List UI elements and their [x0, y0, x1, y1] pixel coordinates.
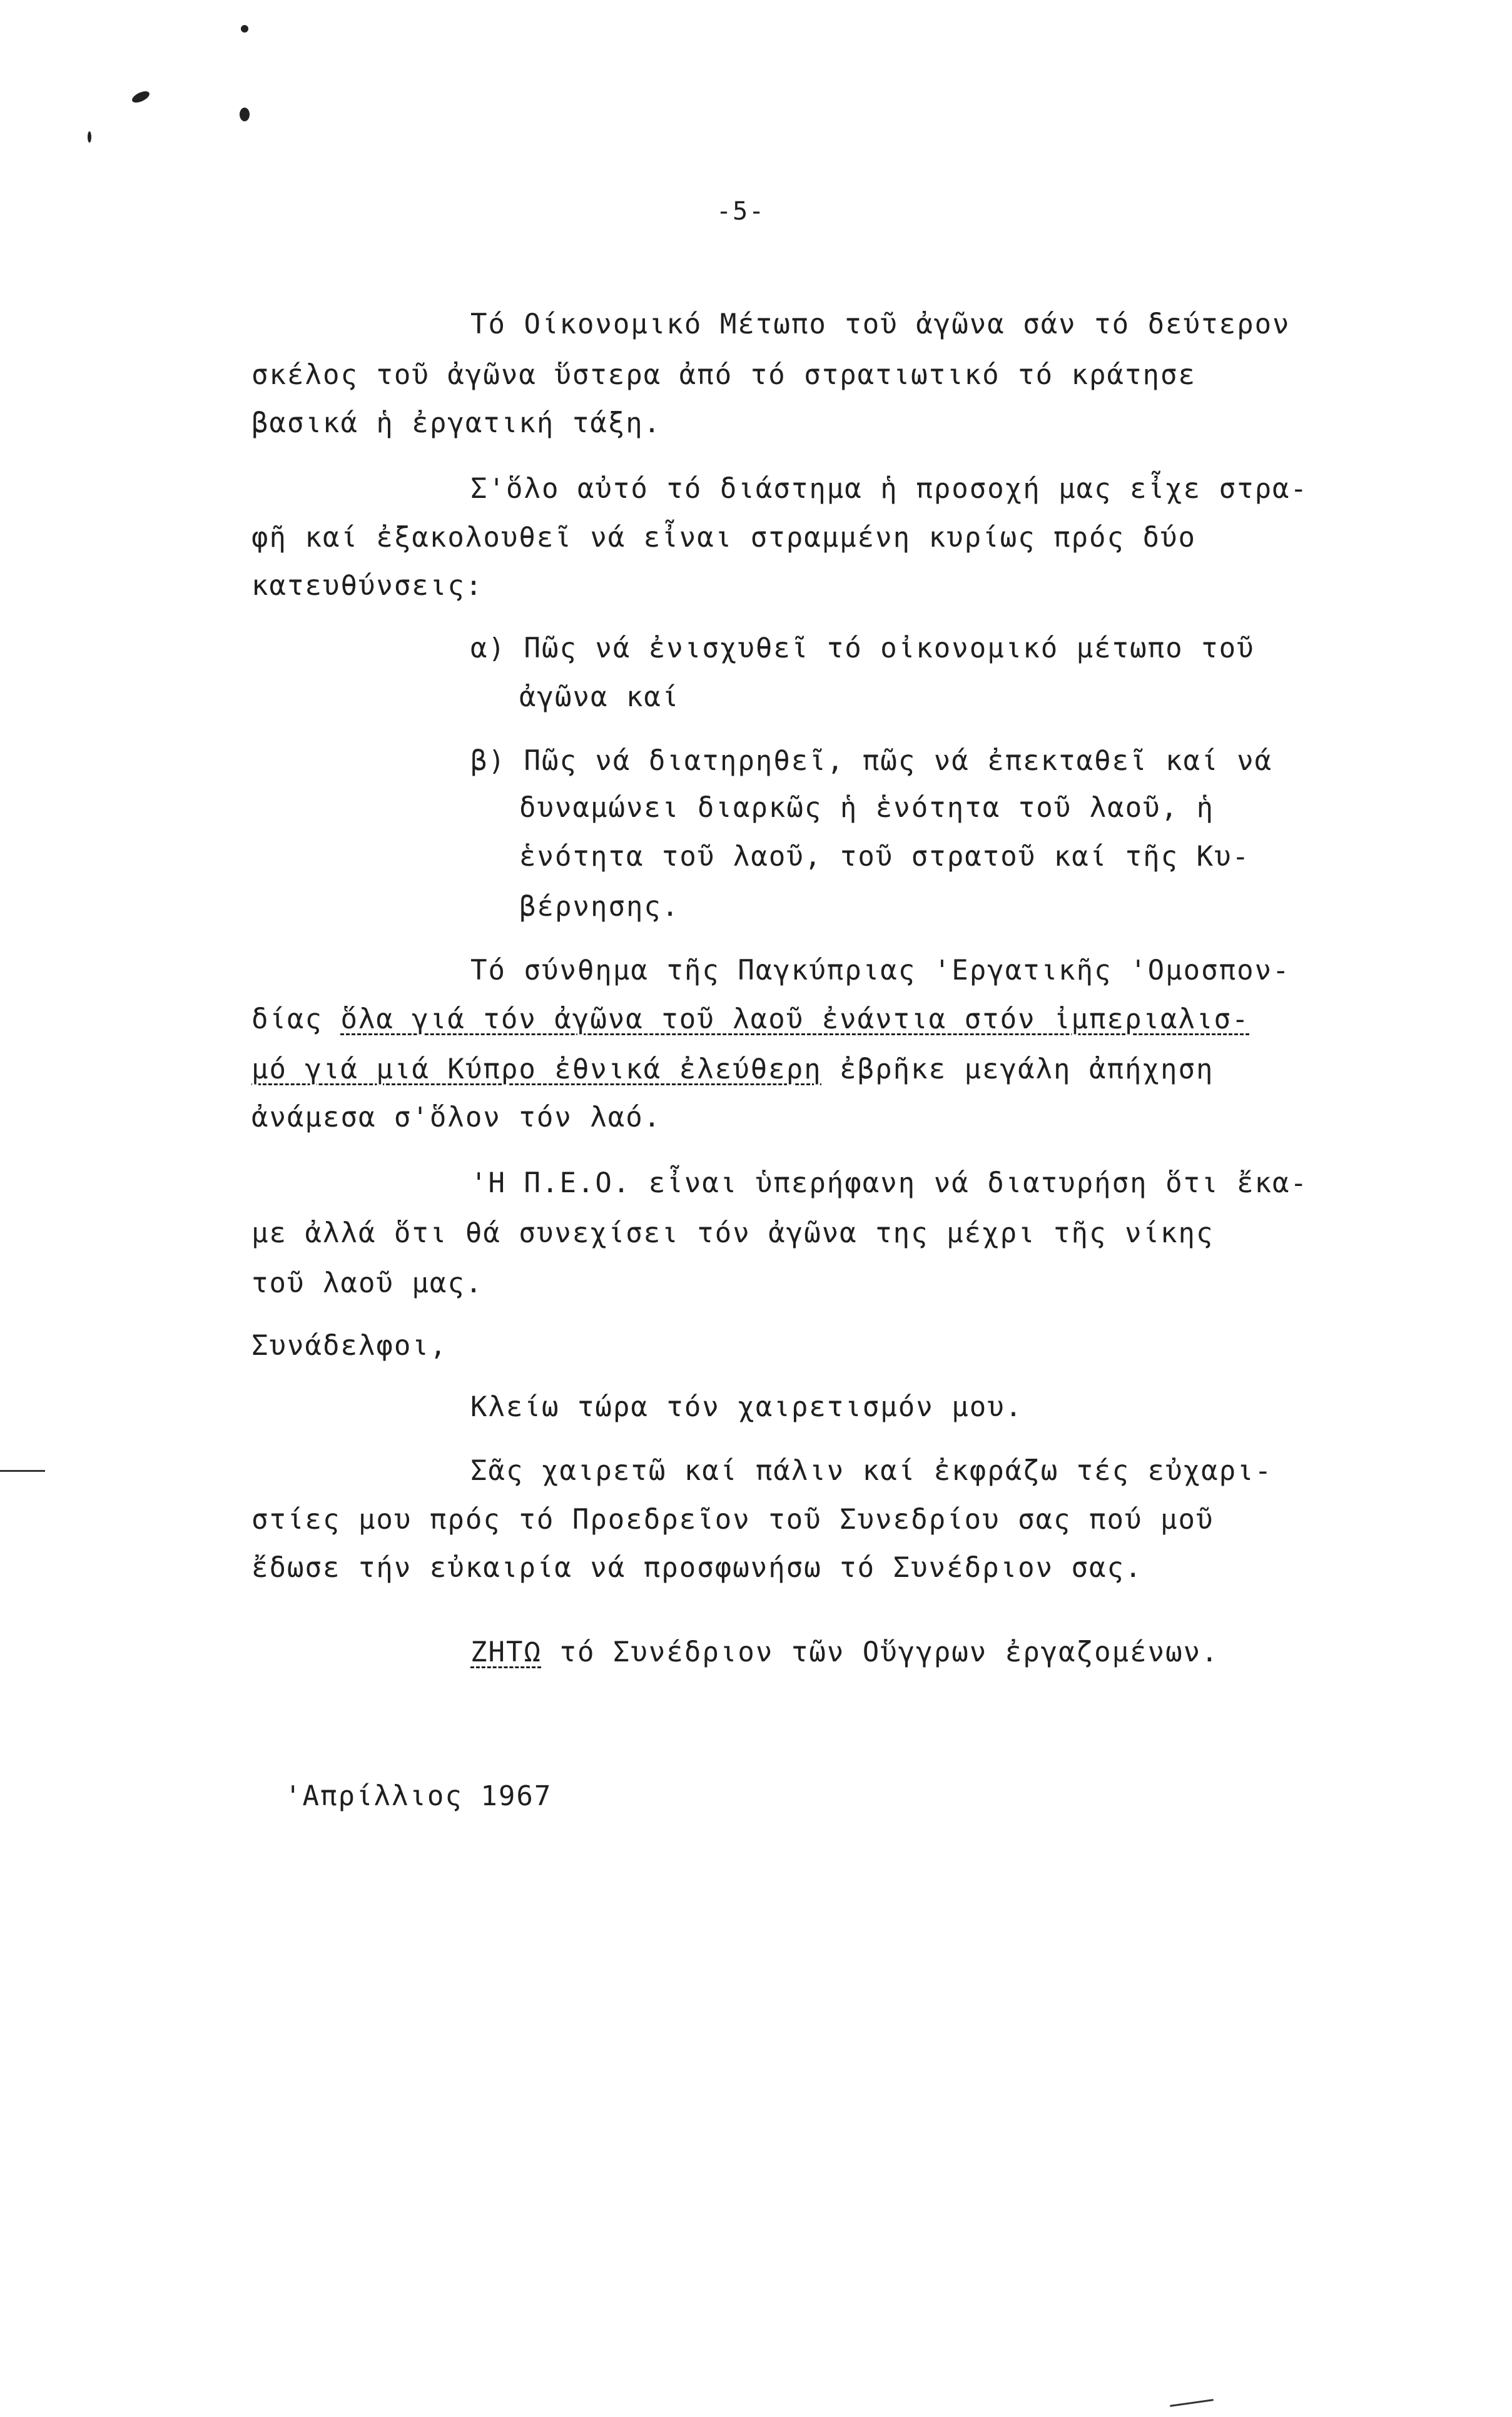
p5-line1: Κλείω τώρα τόν χαιρετισμόν μου.: [470, 1391, 1023, 1423]
item-b-line1: β) Πῶς νά διατηρηθεῖ, πῶς νά ἐπεκταθεῖ καί νά: [470, 745, 1273, 777]
item-a-line1: α) Πῶς νά ἐνισχυθεῖ τό οἰκονομικό μέτωπο τοῦ: [470, 632, 1255, 664]
p2-line1: Σ'ὅλο αὐτό τό διάστημα ἡ προσοχή μας εἶχε στρα-: [470, 473, 1309, 505]
margin-mark: [0, 1470, 45, 1472]
p3-line3: [251, 1053, 1214, 1085]
closing-line: [470, 1636, 1219, 1668]
item-b-line4: βέρνησης.: [519, 891, 680, 923]
p6-line2: στίες μου πρός τό Προεδρεῖον τοῦ Συνεδρίου σας πού μοῦ: [251, 1504, 1214, 1536]
document-date: 'Απρίλλιος 1967: [285, 1780, 552, 1812]
p4-line2: με ἀλλά ὅτι θά συνεχίσει τόν ἀγῶνα της μέχρι τῆς νίκης: [251, 1217, 1214, 1249]
p1-line2: σκέλος τοῦ ἀγῶνα ὕστερα ἀπό τό στρατιωτικό τό κράτησε: [251, 359, 1196, 391]
p4-line3: τοῦ λαοῦ μας.: [251, 1267, 484, 1299]
p6-line1: Σᾶς χαιρετῶ καί πάλιν καί ἐκφράζω τές εὐχαρι-: [470, 1455, 1273, 1487]
scan-speck: [241, 25, 248, 33]
scan-speck: [130, 89, 151, 104]
closing-zito: ΖΗΤΩ: [470, 1636, 542, 1668]
scan-speck: [88, 131, 91, 143]
p2-line3: κατευθύνσεις:: [251, 570, 484, 602]
p3-slogan-part2: μό γιά μιά Κύπρο ἐθνικά ἐλεύθερη: [251, 1053, 822, 1085]
p1-line1: Τό Οίκονομικό Μέτωπο τοῦ ἀγῶνα σάν τό δεύτερον: [470, 308, 1291, 340]
scan-speck: [240, 108, 250, 121]
p6-line3: ἔδωσε τήν εὐκαιρία νά προσφωνήσω τό Συνέδριον σας.: [251, 1552, 1143, 1584]
salutation: Συνάδελφοι,: [251, 1330, 448, 1362]
p3-line1: Τό σύνθημα τῆς Παγκύπριας 'Εργατικῆς 'Ομοσπον-: [470, 955, 1291, 986]
p3-line2-start: δίας: [251, 1003, 341, 1035]
item-b-line3: ἑνότητα τοῦ λαοῦ, τοῦ στρατοῦ καί τῆς Κυ-: [519, 841, 1251, 873]
item-b-line2: δυναμώνει διαρκῶς ἡ ἑνότητα τοῦ λαοῦ, ἡ: [519, 792, 1215, 824]
p3-line3-end: ἐβρῆκε μεγάλη ἀπήχηση: [821, 1053, 1214, 1085]
p2-line2: φῆ καί ἐξακολουθεῖ νά εἶναι στραμμένη κυρίως πρός δύο: [251, 522, 1196, 554]
p3-slogan-part1: ὅλα γιά τόν ἀγῶνα τοῦ λαοῦ ἐνάντια στόν ἰμπεριαλισ-: [340, 1003, 1250, 1035]
margin-mark: [1170, 2399, 1214, 2407]
closing-rest: τό Συνέδριον τῶν Οὕγγρων ἐργαζομένων.: [541, 1636, 1219, 1668]
p3-line2: [251, 1003, 1250, 1035]
p1-line3: βασικά ἡ ἐργατική τάξη.: [251, 407, 662, 439]
p3-line4: ἀνάμεσα σ'ὅλον τόν λαό.: [251, 1102, 662, 1133]
item-a-line2: ἀγῶνα καί: [519, 681, 680, 713]
p4-line1: 'Η Π.Ε.Ο. εἶναι ὑπερήφανη νά διατυρήση ὅτι ἔκα-: [470, 1167, 1309, 1199]
page-number: -5-: [716, 197, 766, 226]
